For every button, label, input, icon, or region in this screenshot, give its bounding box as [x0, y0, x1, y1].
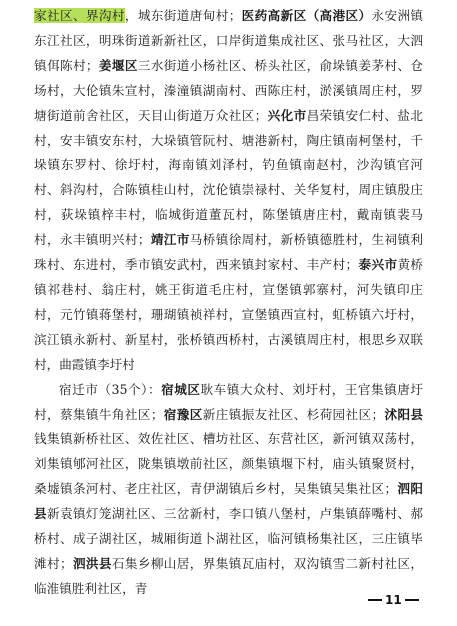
bold-place-name: 姜堰区 [98, 57, 138, 73]
text-segment: 新庄镇振友社区、杉荷园社区； [202, 406, 385, 422]
bold-place-name: 泗洪县 [72, 555, 112, 571]
bold-place-name: 沭阳县 [384, 406, 424, 422]
bold-place-name: 宿城区 [161, 381, 201, 397]
page-number-footer [368, 590, 428, 610]
text-segment: 新袁镇灯笼湖社区、三岔新村，李口镇八堡村，卢集镇薛嘴村、郝桥村、成子湖社区，城厢街道卜湖社区，临河镇杨集社区，三庄镇毕滩村； [34, 506, 424, 571]
paragraph-suqian-list [34, 378, 423, 602]
text-segment: 黄桥镇祁巷村、翁庄村，姚王街道毛庄村，宣堡镇郭寨村，河失镇印庄村，元竹镇蒋堡村，珊瑚镇祯祥村，宣堡镇西宣村，虹桥镇六圩村，滨江镇永新村、新星村，张桥镇西桥村，古溪镇周庄村，根思乡双联村，曲霞镇李圩村 [34, 257, 424, 372]
bold-place-name: 泰兴市 [358, 257, 398, 273]
bold-place-name: 靖江市 [150, 232, 190, 248]
text-segment: 马桥镇徐周村，新桥镇德胜村，生祠镇利珠村、东进村，季市镇安武村，西来镇封家村、丰产村； [34, 232, 424, 273]
text-segment: 耿车镇大众村、刘圩村，王官集镇唐圩村，蔡集镇牛角社区； [34, 381, 424, 422]
page-number: 11 [385, 593, 402, 607]
text-segment: 昌荣镇安仁村、盐北村，安丰镇安东村，大垛镇管阮村、塘港新村，陶庄镇南柯堡村，千垛镇东罗村、徐圩村，海南镇刘泽村，钓鱼镇南赵村，沙沟镇官河村、斜沟村，合陈镇桂山村，沈伦镇崇禄村、关华复村，周庄镇殷庄村，荻垛镇梓丰村，临城街道董瓦村，陈堡镇唐庄村，戴南镇裴马村，永丰镇明兴村； [34, 107, 424, 248]
bold-place-name: 医药高新区（高港区） [241, 8, 372, 23]
bold-place-name: 宿豫区 [163, 406, 203, 422]
bold-place-name: 泗阳县 [34, 481, 424, 522]
text-segment: 钱集镇新桥社区、效佐社区、槽坊社区、东营社区，新河镇双荡村，刘集镇郇河社区，陇集镇墩前社区，颜集镇堰下村，庙头镇聚贤村，桑墟镇条河村、老庄社区，青伊湖镇后乡村，吴集镇吴集社区； [34, 431, 423, 497]
text-segment: 三水街道小杨社区、桥头社区，俞垛镇姜茅村、仓场村，大伦镇朱宣村，溱潼镇湖南村、西陈庄村，淤溪镇周庄村，罗塘街道前舍社区，天目山街道万众社区； [34, 57, 424, 123]
text-segment: 石集乡柳山居，界集镇瓦庙村，双沟镇雪二新村社区，临淮镇胜利社区，青 [34, 555, 424, 596]
paragraph-taizhou-list [34, 4, 423, 378]
page-number-right-dash [405, 599, 419, 601]
text-segment: 永安洲镇东江社区，明珠街道新新社区，口岸街道集成社区、张马社区，大泗镇佴陈村； [34, 8, 424, 73]
page-number-left-dash [368, 599, 382, 601]
text-segment: 宿迁市（35个）： [59, 381, 162, 397]
text-segment: ，城东街道唐甸村； [124, 8, 242, 23]
highlighted-text: 家社区、界沟村 [34, 8, 125, 23]
bold-place-name: 兴化市 [267, 107, 307, 123]
